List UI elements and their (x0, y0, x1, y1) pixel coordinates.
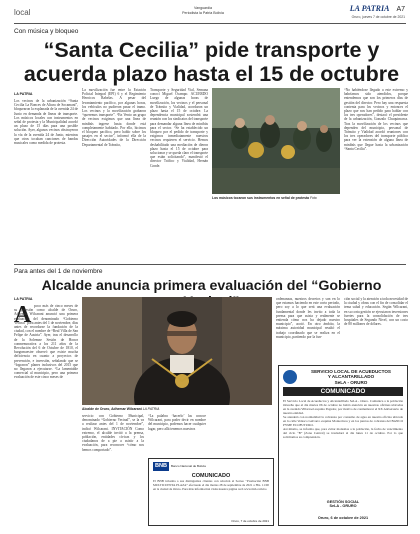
bnb-tagline: Banco Nacional de Bolivia (171, 464, 206, 468)
article1-kicker: Con música y bloqueo (14, 28, 79, 35)
article2-col-1: poco más de cinco meses de su posesión como alcalde de Oruro, Adhemar Wilcarani anunció una primera evaluación del denominado “Gobierno Vecinal” para antes del 1 de noviembre, días antes de recordarse la fundación de la ciudad, con el nombre de “Real Villa de San Felipe de Austria”. Ayer, tras el desarrollo de la Solemne Sesión de Honor conmemorativa a los 211 años de la Revolución del 6 de Octubre de 1810, el burgomaestre observó que existe mucha deficiencia en cuanto a proyectos de prevención, e inversión, señalando que se “lograron” planes inclusivos del 2015 que no llegaron a ejecutarse. “La lamentable comercial al municipio, pero una primera evaluación de este cinco meses de (14, 304, 78, 380)
bnb-ad-body: El BNB informa a sus distinguidos clientes con relación al Sorteo “Promoción BNB MULTICUENTA PLAZA” efectuado el día martes 28 de septiembre de 2021 a Hrs. 11:00 en la ciudad de Oruro. Para más información visita nuestra página web www.bnb.com.bo (153, 480, 269, 491)
article2-col-5: ción social y la atención a toda necesidad de la ciudad y obras con el fin de consolidar el tema salud y educación. Según Wilcarani, en su corta gestión se ejecutaron inversiones fuertes para la consolidación de tres hospitales de Segundo Nivel, con un costo de 80 millones de dólares. (344, 297, 408, 327)
article2-kicker: Para antes del 1 de noviembre (14, 268, 103, 275)
article-separator (14, 264, 406, 265)
tagline-line-1: Vanguardia (193, 6, 213, 10)
section-label (14, 8, 30, 17)
page-number: A7 (396, 6, 405, 13)
dateline: Oruro, jueves 7 de octubre de 2021 (351, 15, 405, 19)
article1-col-3b (212, 204, 274, 261)
sela-org-line-3: SeLA - ORURO (334, 379, 368, 385)
article2-col-2: servicio con Gobierno Municipal, denominado “Gobierno Vecinal”, se la va a realizar antes del 1 de noviembre”, indicó Wilcarani. INVITACIÓN Como extremo, el alcalde invitó a la prensa, población, entidades cívicas y los ciudadanos de a pie a asistir a la evaluación, para reconocer “cómo nos hemos comportado”. (82, 414, 144, 452)
article1-col-2: La movilización fue entre la Estación Policial Integral (EPI) 6 y el Regimiento Heroicos Rabelas. A pesar del levantamiento pacífico, por algunas horas, los vehículos no pudieron pasar el tramo. Los vecinos y la movilización grabaron “queremos transporte”. “En Vento un grupo de vecinos exigimos que una línea de minibús ingrese hasta donde está completamente habitado. Por ello, hicimos el bloqueo pacífico, pero hablo sobre los pasajes en el sector”, informó ella de la Dirección Autoridades de la Dirección Departamental de Tránsito, (82, 88, 146, 147)
bnb-ad-title: COMUNICADO (191, 473, 231, 479)
article1-photo (212, 88, 340, 194)
sela-logo-icon (283, 370, 297, 384)
article1-col-4: “No habiéndose llegado a este extremo y habríamos sido atendidos, porque entendemos que son los primeros días de gestión del director. Pero hay una respuesta contenta para los vecinos y entonces el plazo que nos han pedido para hablar con los tres operadores”, destacó el presidente de la urbanización, Gonzalo Chuquimarca. Tras la movilización de los vecinos que dependen del municipio, personal de Tránsito y Vialidad acordó reuniones con los tres operadores del transporte público para ver la extensión de alguna línea de minibús que llegue hasta la urbanización “Santa Cecilia”. (344, 88, 408, 151)
section-name: local (14, 8, 31, 17)
photo-credit: LA PATRIA (142, 407, 160, 411)
band-musicians-image (212, 88, 340, 194)
tagline-line-2: Periodista la Patria Bolivia (182, 10, 224, 15)
sela-ad (278, 365, 408, 526)
mayor-portrait-image (82, 297, 272, 405)
sela-body-paragraph-3: Así mismo, se informa que, para evitar molestias a la población, la fecha de vencimiento del ciclo “B” (Zona Central) se trasladará al día lunes 11 de octubre. Por lo que solicitamos su comprensión. (283, 427, 403, 439)
article2-headline: Alcalde anuncia primera evaluación del “Gobierno (41, 278, 382, 294)
sela-signoff-line-1: GESTIÓN SOCIAL (326, 500, 360, 504)
article2-photo-caption (82, 407, 272, 411)
header-tagline (168, 6, 238, 15)
photo-credit: Foto (310, 196, 317, 200)
paper-name: LA PATRIA (349, 4, 390, 13)
article2-col-4-lower (210, 414, 272, 454)
sela-org-line-2: Y ALCANTARILLADO (327, 374, 375, 380)
article1-byline: LA PATRIA (14, 92, 33, 96)
article2-photo (82, 297, 272, 405)
photo-caption-text: Alcalde de Oruro, Adhemar Wilcarani (82, 407, 142, 411)
sela-body-paragraph-2: Se atenderá con normalidad la cobranza por consumo de agua en nuestra oficina ubicada en la calle Velasco Galvarro esquina Montecinos y en los puntos de cobranza del BANCO PYME ECOFUTURO. (283, 415, 403, 427)
sela-body-paragraph-1: El Servicio Local de Acueductos y Alcantarillado SeLA - Oruro. Comunica a la población Orureña que el día martes 06 de octubre no habrá atención en nuestras oficinas ubicadas en la avenida Villarroel esquina Pagador, por motivo de conmemorar el XX Aniversario de nuestra entidad. (283, 399, 403, 415)
article1-headline: “Santa Cecilia” pide transporte y acuerda plazo hasta el 15 de octubre (23, 38, 400, 86)
article2-col-3: “La palabra ‘hacerlo’ las conoce Wilcarani, para poder decir en nombre del municipio, podemos hacer cualquier lugar, pero allá tenemos nuestros (148, 414, 206, 431)
header-rule (14, 23, 406, 24)
sela-ad-title: COMUNICADO (283, 387, 403, 396)
bnb-logo: BNB (154, 463, 168, 469)
sela-org-line-1: SERVICIO LOCAL DE ACUEDUCTOS (311, 369, 391, 374)
sela-ad-date: Oruro, 6 de octubre de 2021 (317, 516, 369, 520)
bnb-ad-date: Oruro, 7 de octubre de 2021 (231, 519, 269, 523)
sela-signoff (283, 500, 403, 509)
article1-col-1: Los vecinos de la urbanización “Santa Cecilia La Bonces de Altura de Socamani”, bloquearon la explanada de la avenida 24 de Junio en demanda de líneas de transporte. Los músicos locales con instrumentos en señal de protesta y la Municipalidad acordó un plazo de 15 días para una posible solución. Ayer, algunos vecinos obstruyeron la vía de la avenida 24 de Junio, mientras que otros tocaban canciones de bandas musicales como medida de protesta. (14, 99, 78, 146)
article1-photo-caption (212, 196, 340, 200)
masthead (330, 4, 405, 13)
bnb-ad (148, 458, 274, 526)
sela-ad-body (283, 399, 403, 439)
article1-col-3: Transporte y Seguridad Vial, Semana conocí Miguel Ocampo. ACUERDO Luego de algunas horas de movilización, los vecinos y el personal de Tránsito y Vialidad, acordaron un plazo hasta el 15 de octubre. La dependencia municipal sostendrá una reunión con los sindicatos del transporte para demandar alguna línea de minibús para el sector. “Se ha establecido un bloqueo por el pedido de transporte y exigimos inmediatamente nuestros vecinos requieren el servicio. Hemos deshabilitado una mediación de dieron plazo hasta el 15 de octubre para solucionar y se queda claro el transporte que están solicitando”, manifestó el director Tráfico y Vialidad, Hernán Conde. (150, 88, 208, 168)
article2-col-4: ordenanzas, nuestros decretos y son en lo que estamos haciendo en este corto periodo, pero soy a lo que será una evaluación fundamental donde les invito a toda la prensa para que asista y realmente se entienda cómo nos ha dejado nuestro municipio”, acotó. En otro ámbito, la máxima autoridad municipal resaltó el trabajo coordinado que se realiza en el municipio, partiendo por la fun- (276, 297, 340, 339)
photo-caption-text: Los músicos tocaron sus instrumentos en señal de protesta (212, 196, 310, 200)
article2-byline: LA PATRIA (14, 297, 33, 301)
article2-dropcap: A (14, 302, 32, 328)
sela-signoff-line-2: SeLA - ORURO (329, 504, 357, 509)
sela-org (297, 369, 405, 385)
